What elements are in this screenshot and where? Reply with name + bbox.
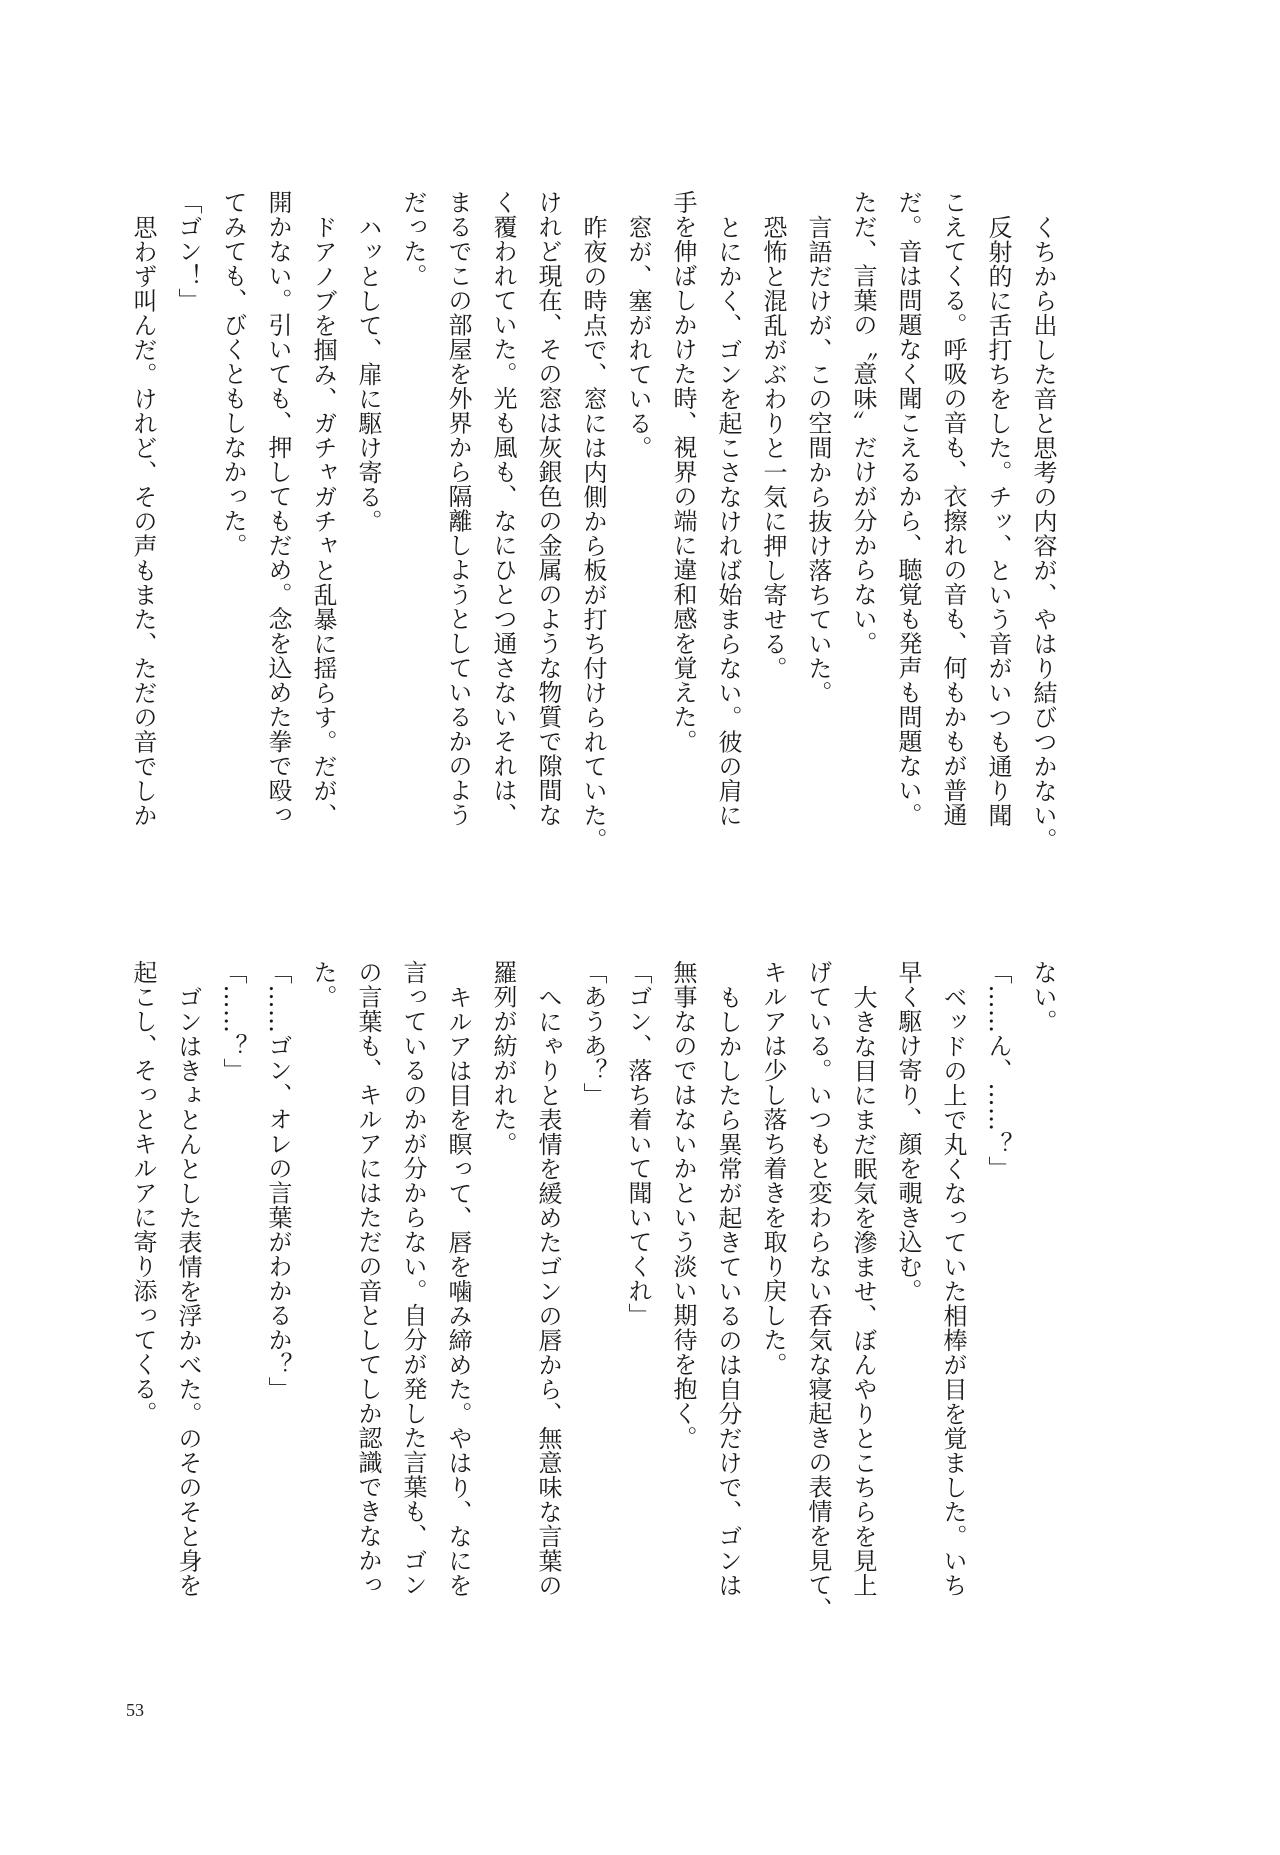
text-line: 「……ん、……？」 bbox=[984, 960, 1012, 1181]
text-block-bottom bbox=[120, 960, 1065, 1650]
text-line: だった。 bbox=[399, 190, 427, 288]
text-line: とにかく、ゴンを起こさなければ始まらない。彼の肩に bbox=[714, 215, 742, 828]
text-line: 昨夜の時点で、窓には内側から板が打ち付けられていた。 bbox=[579, 215, 607, 852]
text-line: 「……ゴン、オレの言葉がわかるか？」 bbox=[264, 960, 292, 1401]
text-line: ただ、言葉の〝意味〟だけが分からない。 bbox=[849, 190, 877, 656]
text-line: ハッとして、扉に駆け寄る。 bbox=[354, 215, 382, 534]
text-line: 窓が、塞がれている。 bbox=[624, 215, 652, 460]
text-line: の言葉も、キルアにはただの音としてしか認識できなかっ bbox=[354, 960, 382, 1597]
text-line: へにゃりと表情を緩めたゴンの唇から、無意味な言葉の bbox=[534, 985, 562, 1598]
text-line: だ。音は問題なく聞こえるから、聴覚も発声も問題ない。 bbox=[894, 190, 922, 827]
page-number: 53 bbox=[126, 1700, 144, 1720]
text-line: 手を伸ばしかけた時、視界の端に違和感を覚えた。 bbox=[669, 190, 697, 754]
text-line: 大きな目にまだ眠気を滲ませ、ぼんやりとこちらを見上 bbox=[849, 985, 877, 1598]
text-line: くちから出した音と思考の内容が、やはり結びつかない。 bbox=[1029, 215, 1057, 852]
text-line: まるでこの部屋を外界から隔離しようとしているかのよう bbox=[444, 190, 472, 827]
text-line: た。 bbox=[309, 960, 337, 1009]
text-line: 「ゴン！」 bbox=[174, 190, 202, 313]
text-line: ドアノブを掴み、ガチャガチャと乱暴に揺らす。だが、 bbox=[309, 215, 337, 828]
text-line: ベッドの上で丸くなっていた相棒が目を覚ました。いち bbox=[939, 985, 967, 1598]
text-line: 思わず叫んだ。けれど、その声もまた、ただの音でしか bbox=[129, 215, 157, 828]
text-line: 羅列が紡がれた。 bbox=[489, 960, 517, 1156]
text-line: 早く駆け寄り、顔を覗き込む。 bbox=[894, 960, 922, 1303]
text-line: 開かない。引いても、押してもだめ。念を込めた拳で殴っ bbox=[264, 190, 292, 827]
text-line: 言語だけが、この空間から抜け落ちていた。 bbox=[804, 215, 832, 705]
text-block-top bbox=[120, 190, 1065, 880]
text-line: キルアは少し落ち着きを取り戻した。 bbox=[759, 960, 787, 1377]
text-line: ない。 bbox=[1029, 960, 1057, 1034]
text-line: こえてくる。呼吸の音も、衣擦れの音も、何もかもが普通 bbox=[939, 190, 967, 827]
text-line: 無事なのではないかという淡い期待を抱く。 bbox=[669, 960, 697, 1450]
text-line: げている。いつもと変わらない呑気な寝起きの表情を見て、 bbox=[804, 960, 832, 1622]
text-line: 「ゴン、落ち着いて聞いてくれ」 bbox=[624, 960, 652, 1328]
text-line: 「……？」 bbox=[219, 960, 247, 1083]
text-line: もしかしたら異常が起きているのは自分だけで、ゴンは bbox=[714, 985, 742, 1598]
text-line: けれど現在、その窓は灰銀色の金属のような物質で隙間な bbox=[534, 190, 562, 827]
text-line: 「あうあ？」 bbox=[579, 960, 607, 1107]
text-line: キルアは目を瞑って、唇を噛み締めた。やはり、なにを bbox=[444, 985, 472, 1598]
text-line: く覆われていた。光も風も、なにひとつ通さないそれは、 bbox=[489, 190, 517, 827]
text-line: 恐怖と混乱がぶわりと一気に押し寄せる。 bbox=[759, 215, 787, 681]
text-line: てみても、びくともしなかった。 bbox=[219, 190, 247, 558]
text-line: 言っているのかが分からない。自分が発した言葉も、ゴン bbox=[399, 960, 427, 1597]
text-line: 起こし、そっとキルアに寄り添ってくる。 bbox=[129, 960, 157, 1426]
text-line: 反射的に舌打ちをした。チッ、という音がいつも通り聞 bbox=[984, 215, 1012, 828]
text-line: ゴンはきょとんとした表情を浮かべた。のそのそと身を bbox=[174, 985, 202, 1598]
